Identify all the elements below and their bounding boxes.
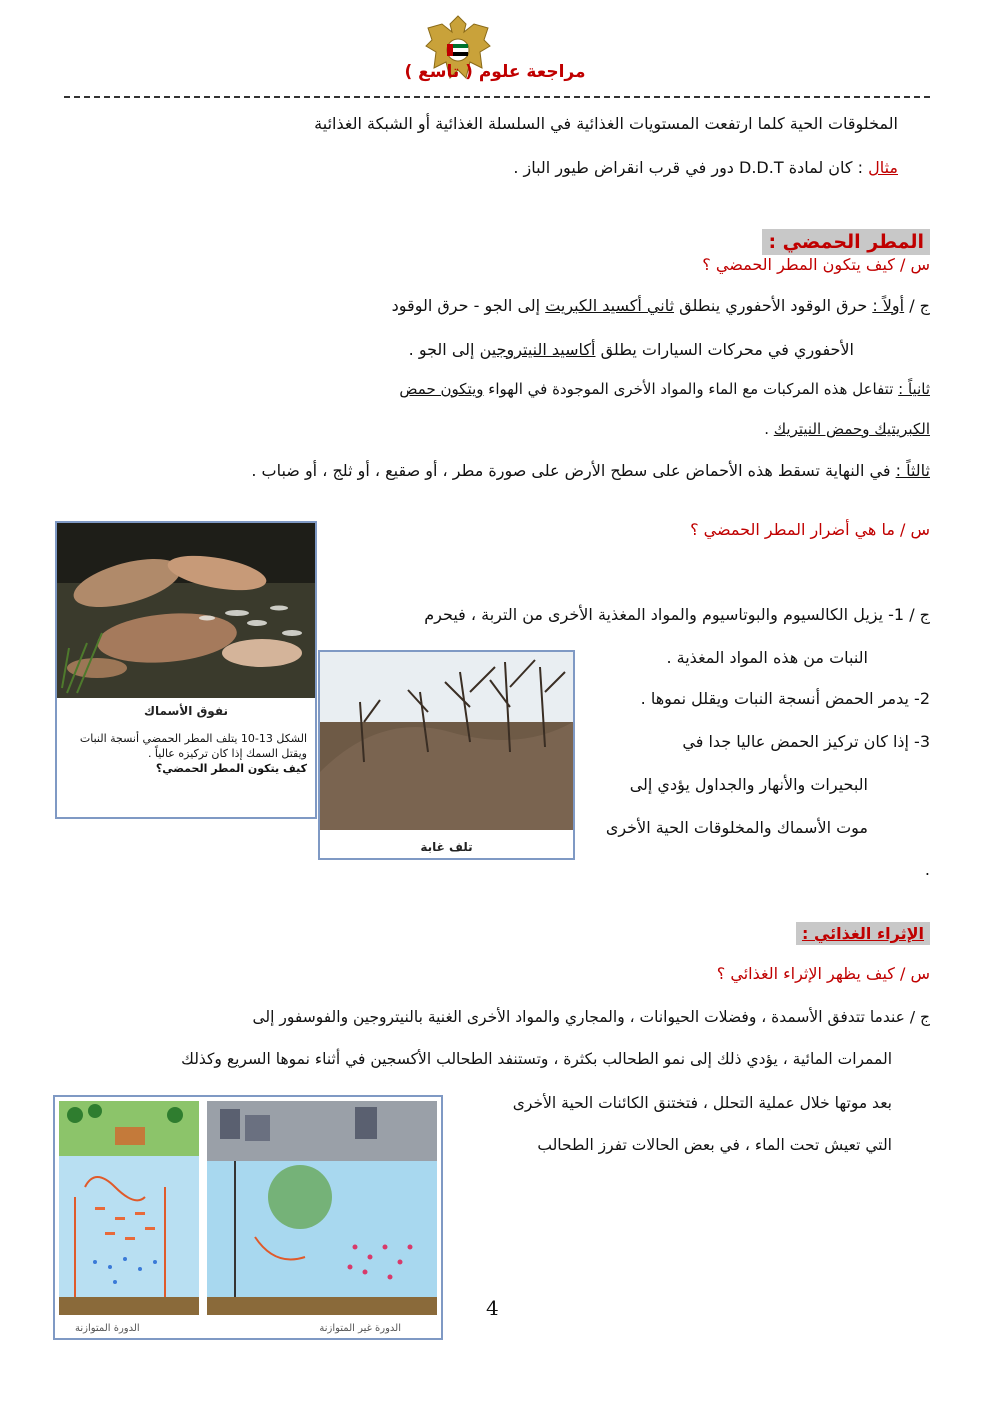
question-acid-rain-formation: س / كيف يتكون المطر الحمضي ؟ [702, 255, 930, 274]
acid-rain-heading: المطر الحمضي : [762, 229, 930, 255]
harm-line-7: . [924, 860, 930, 879]
first-cont-b: إلى الجو . [408, 340, 480, 359]
sulfur-dioxide-term: ثاني أكسيد الكبريت [545, 296, 675, 315]
intro-line: المخلوقات الحية كلما ارتفعت المستويات الغذائية في السلسلة الغذائية أو الشبكة الغذائية [314, 114, 898, 133]
page-title: مراجعة علوم ( تاسع ) [404, 62, 586, 82]
acid-formation-term: ويتكون حمض [399, 380, 484, 398]
example-line [513, 158, 898, 177]
second-label: ثانياً : [898, 380, 930, 398]
answer-second-continuation [764, 420, 930, 438]
harm-line-2: النبات من هذه المواد المغذية . [666, 648, 868, 667]
damaged-forest-photo [320, 652, 573, 830]
second-end: . [764, 420, 774, 438]
eutrophication-diagram [53, 1095, 443, 1340]
acids-term: الكبريتيك وحمض النيتريك [773, 420, 930, 438]
answer-second-line [399, 380, 930, 398]
header-divider [64, 96, 930, 98]
fish-death-figure [55, 521, 317, 819]
answer-first-line [392, 296, 930, 315]
third-text: في النهاية تسقط هذه الأحماض على سطح الأرض على صورة مطر ، أو صقيع ، أو ثلج ، أو ضباب . [251, 461, 896, 480]
third-label: ثالثاً : [895, 461, 930, 480]
eutro-line-3: بعد موتها خلال عملية التحلل ، فتختنق الكائنات الحية الأخرى [512, 1094, 892, 1112]
page-number: 4 [486, 1296, 499, 1320]
answer-third-line [251, 461, 930, 480]
fish-figure-text-2: ويقتل السمك إذا كان تركيزه عالياً . [147, 747, 307, 760]
first-text-b: إلى الجو - حرق الوقود [391, 296, 546, 315]
eutro-line-4: التي تعيش تحت الماء ، في بعض الحالات تفرز الطحالب [537, 1136, 892, 1154]
question-acid-rain-harms: س / ما هي أضرار المطر الحمضي ؟ [690, 520, 930, 539]
fish-caption: نفوق الأسماك [144, 704, 228, 718]
unbalanced-cycle-caption: الدورة غير المتوازنة [319, 1323, 401, 1334]
example-label: مثال [868, 158, 898, 177]
harm-line-6: موت الأسماك والمخلوقات الحية الأخرى [605, 818, 868, 837]
harm-line-1: ج / 1- يزيل الكالسيوم والبوتاسيوم والمواد المغذية الأخرى من التربة ، فيحرم [424, 605, 930, 624]
nutrient-cycle-diagram [55, 1097, 441, 1319]
harm-line-5: البحيرات والأنهار والجداول يؤدي إلى [629, 775, 868, 794]
first-text-a: حرق الوقود الأحفوري ينطلق [674, 296, 873, 315]
example-text: : كان لمادة D.D.T دور في قرب انقراض طيور الباز . [513, 158, 869, 177]
nitrogen-oxides-term: أكاسيد النيتروجين [479, 340, 596, 359]
first-label: أولاً : [872, 296, 905, 315]
harm-line-4: 3- إذا كان تركيز الحمض عاليا جدا في [682, 732, 930, 751]
forest-caption: تلف غابة [420, 840, 473, 854]
harm-line-3: 2- يدمر الحمض أنسجة النبات ويقلل نموها . [640, 689, 930, 708]
dead-fish-photo [57, 523, 315, 698]
answer-prefix: ج / [904, 296, 930, 315]
eutro-line-2: الممرات المائية ، يؤدي ذلك إلى نمو الطحالب بكثرة ، وتستنفد الطحالب الأكسجين في أثناء نموها السريع وكذلك [181, 1050, 892, 1068]
fish-figure-text-1: الشكل 13-10 يتلف المطر الحمضي أنسجة النبات [79, 732, 307, 745]
eutro-line-1: ج / عندما تتدفق الأسمدة ، وفضلات الحيوانات ، والمجاري والمواد الأخرى الغنية بالنيتروجين والفوسفور إلى [252, 1008, 930, 1026]
second-text: تتفاعل هذه المركبات مع الماء والمواد الأخرى الموجودة في الهواء [483, 380, 899, 398]
eutrophication-heading: الإثراء الغذائي : [796, 922, 930, 945]
fish-figure-text-3: كيف يتكون المطر الحمضي؟ [155, 762, 307, 775]
balanced-cycle-caption: الدورة المتوازنة [75, 1323, 140, 1334]
first-cont-a: الأحفوري في محركات السيارات يطلق [595, 340, 854, 359]
answer-first-continuation [409, 340, 854, 359]
question-eutrophication: س / كيف يظهر الإثراء الغذائي ؟ [716, 964, 930, 983]
forest-damage-figure [318, 650, 575, 860]
